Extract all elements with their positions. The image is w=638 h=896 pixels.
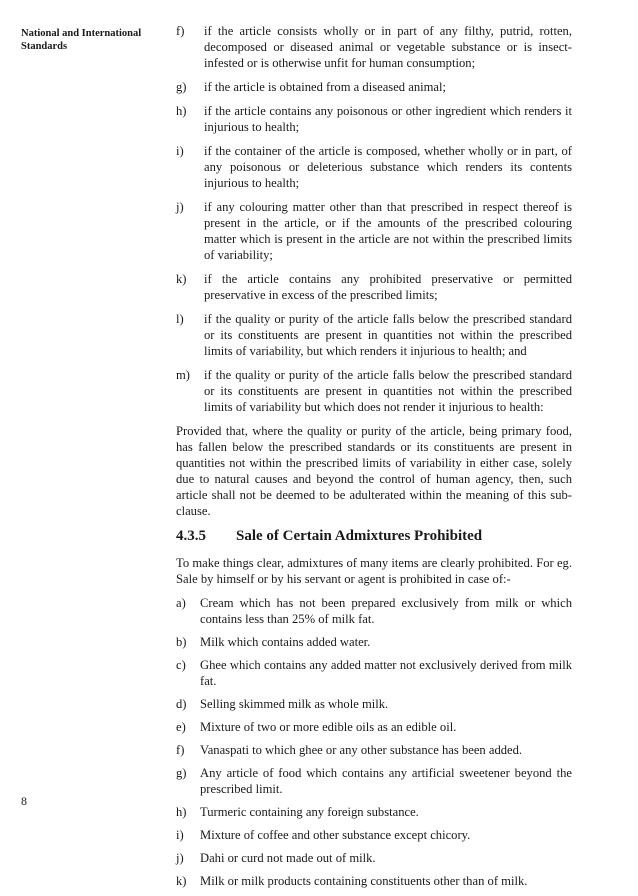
list-item	[176, 199, 572, 263]
list-item	[176, 873, 572, 889]
list-item-label: b)	[176, 635, 187, 649]
list-item-text: Turmeric containing any foreign substance.	[200, 805, 419, 819]
list-item	[176, 742, 572, 758]
list-item-label: c)	[176, 658, 186, 672]
running-header: National and International Standards	[21, 28, 142, 52]
list-item	[176, 804, 572, 820]
list-item-text: Vanaspati to which ghee or any other substance has been added.	[200, 743, 523, 757]
list-item-label: g)	[176, 766, 187, 780]
prohibited-admixtures-list	[176, 595, 572, 889]
list-item-text: Ghee which contains any added matter not exclusively derived from milk fat.	[200, 658, 572, 688]
list-item-text: if the article contains any prohibited preservative or permitted preservative in excess of the prescribed limits;	[204, 272, 572, 302]
proviso-paragraph: Provided that, where the quality or purity of the article, being primary food, has fallen below the prescribed standards or its constituents are present in quantities not within the prescribed limits of variability in either case, solely due to natural causes and beyond the control of human agency, then, such article shall not be deemed to be adulterated within the meaning of this sub-clause.	[176, 424, 572, 518]
list-item-label: j)	[176, 200, 184, 214]
list-item-label: j)	[176, 851, 184, 865]
list-item-text: Dahi or curd not made out of milk.	[200, 851, 376, 865]
list-item-text: Cream which has not been prepared exclusively from milk or which contains less than 25% of milk fat.	[200, 596, 572, 626]
section-title: Sale of Certain Admixtures Prohibited	[236, 528, 483, 544]
list-item-label: i)	[176, 828, 184, 842]
list-item	[176, 103, 572, 135]
list-item-label: g)	[176, 80, 187, 94]
list-item-text: Milk or milk products containing constituents other than of milk.	[200, 874, 528, 888]
list-item-label: k)	[176, 272, 187, 286]
list-item-label: h)	[176, 805, 187, 819]
list-item-text: if the container of the article is composed, whether wholly or in part, of any poisonous or deleterious substance which renders its contents injurious to health;	[204, 144, 572, 190]
list-item	[176, 595, 572, 627]
list-item	[176, 827, 572, 843]
list-item	[176, 850, 572, 866]
page-body	[176, 23, 572, 896]
list-item-label: d)	[176, 697, 187, 711]
list-item	[176, 79, 572, 95]
list-item-label: a)	[176, 596, 186, 610]
list-item-label: e)	[176, 720, 186, 734]
section-heading	[176, 527, 572, 545]
list-item-text: Mixture of coffee and other substance except chicory.	[200, 828, 471, 842]
list-item	[176, 657, 572, 689]
list-item	[176, 271, 572, 303]
list-item-text: if the article is obtained from a diseased animal;	[204, 80, 446, 94]
list-item-text: Any article of food which contains any artificial sweetener beyond the prescribed limit.	[200, 766, 572, 796]
list-item-text: if the quality or purity of the article falls below the prescribed standard or its constituents are present in quantities not within the prescribed limits of variability, but which renders it injurious to health; and	[204, 312, 572, 358]
list-item-text: if the article contains any poisonous or other ingredient which renders it injurious to health;	[204, 104, 572, 134]
list-item	[176, 696, 572, 712]
list-item-label: i)	[176, 144, 184, 158]
list-item	[176, 367, 572, 415]
list-item-text: if the article consists wholly or in part of any filthy, putrid, rotten, decomposed or diseased animal or vegetable substance or is insect-infested or is otherwise unfit for human consumption;	[204, 24, 572, 70]
list-item-text: if the quality or purity of the article falls below the prescribed standard or its constituents are present in quantities not within the prescribed limits of variability but which does not render it injurious to health:	[204, 368, 572, 414]
list-item-label: m)	[176, 368, 190, 382]
list-item	[176, 23, 572, 71]
list-item-text: Mixture of two or more edible oils as an edible oil.	[200, 720, 457, 734]
list-item-label: h)	[176, 104, 187, 118]
list-item	[176, 719, 572, 735]
list-item-label: l)	[176, 312, 184, 326]
list-item-label: k)	[176, 874, 187, 888]
list-item	[176, 634, 572, 650]
list-item-label: f)	[176, 24, 185, 38]
page-number: 8	[21, 794, 27, 808]
list-item	[176, 143, 572, 191]
section-number: 4.3.5	[176, 528, 206, 544]
list-item-label: f)	[176, 743, 185, 757]
list-item	[176, 765, 572, 797]
list-item	[176, 311, 572, 359]
list-item-text: Milk which contains added water.	[200, 635, 371, 649]
adulteration-criteria-list	[176, 23, 572, 415]
list-item-text: Selling skimmed milk as whole milk.	[200, 697, 389, 711]
section-intro: To make things clear, admixtures of many items are clearly prohibited. For eg. Sale by himself or by his servant or agent is prohibited in case of:-	[176, 556, 572, 586]
list-item-text: if any colouring matter other than that prescribed in respect thereof is present in the article, or if the amounts of the prescribed colouring matter which is present in the article are not within the prescribed limits of variability;	[204, 200, 572, 262]
